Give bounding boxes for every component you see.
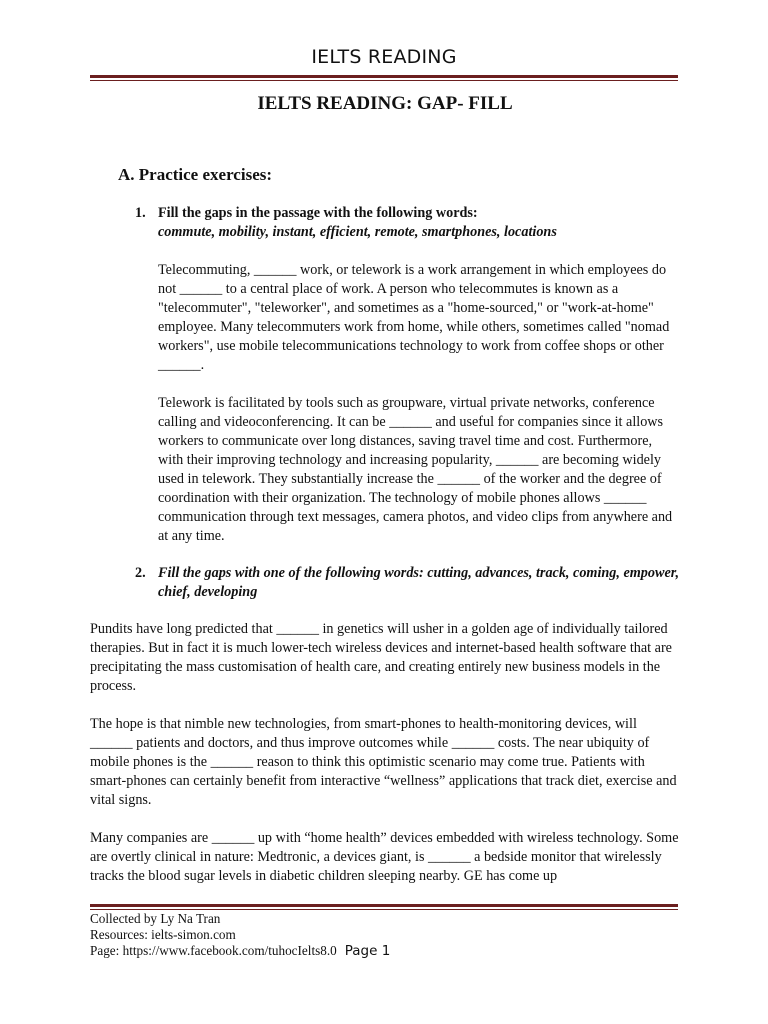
word-bank: commute, mobility, instant, efficient, remote, smartphones, locations [158, 224, 557, 240]
header-title: IELTS READING [311, 46, 457, 68]
body-paragraph: The hope is that nimble new technologies, from smart-phones to health-monitoring devices, will ______ patients and doctors, and thus improve outcomes while ______ costs. The near ubiquity of mobile phones is the ______ reason to think this optimistic scenario may come true. Patients with smart-phones can certainly benefit from interactive “wellness” applications that track diet, exercise and vital signs. [90, 716, 677, 808]
exercise-number: 1. [135, 205, 146, 221]
document-body [90, 94, 680, 886]
exercise-paragraph: Telecommuting, ______ work, or telework is a work arrangement in which employees do not ______ to a central place of work. A person who telecommutes is known as a "telecommuter", "teleworker", and sometimes as a "home-sourced," or "work-at-home" employee. Many telecommuters work from home, while others, sometimes called "nomad workers", use mobile telecommunications technology to work from coffee shops or other ______. [158, 262, 670, 373]
footer-page-link: Page: https://www.facebook.com/tuhocIelts8.0 [90, 943, 337, 958]
section-heading: A. Practice exercises: [118, 165, 273, 184]
footer-collected-by: Collected by Ly Na Tran [90, 911, 221, 926]
header-divider [90, 75, 678, 81]
body-paragraph: Pundits have long predicted that ______ in genetics will usher in a golden age of individually tailored therapies. But in fact it is much lower-tech wireless devices and internet-based health software that are precipitating the mass customisation of health care, and creating entirely new business models in the process. [90, 621, 672, 694]
exercise-number: 2. [135, 565, 146, 581]
footer-divider [90, 904, 678, 910]
document-title: IELTS READING: GAP- FILL [257, 93, 513, 114]
footer [90, 911, 680, 959]
footer-resources: Resources: ielts-simon.com [90, 927, 236, 942]
exercise-2 [135, 564, 680, 602]
body-paragraph: Many companies are ______ up with “home health” devices embedded with wireless technology. Some are overtly clinical in nature: Medtronic, a devices giant, is ______ a bedside monitor that wirelessly tracks the blood sugar levels in diabetic children sleeping nearby. GE has come up [90, 830, 679, 884]
exercise-1 [135, 204, 680, 546]
page-number: Page 1 [344, 943, 391, 959]
exercise-instruction: Fill the gaps in the passage with the following words: [158, 205, 478, 221]
footer-page-line [90, 943, 680, 959]
exercise-paragraph: Telework is facilitated by tools such as groupware, virtual private networks, conference calling and videoconferencing. It can be ______ and useful for companies since it allows workers to communicate over long distances, saving travel time and cost. Furthermore, with their improving technology and increasing popularity, ______ are becoming widely used in telework. They substantially increase the ______ of the worker and the degree of coordination with their organization. The technology of mobile phones allows ______ communication through text messages, camera photos, and video clips from anywhere and at any time. [158, 395, 673, 544]
exercise-instruction: Fill the gaps with one of the following words: cutting, advances, track, coming, empower, chief, developing [158, 565, 680, 600]
